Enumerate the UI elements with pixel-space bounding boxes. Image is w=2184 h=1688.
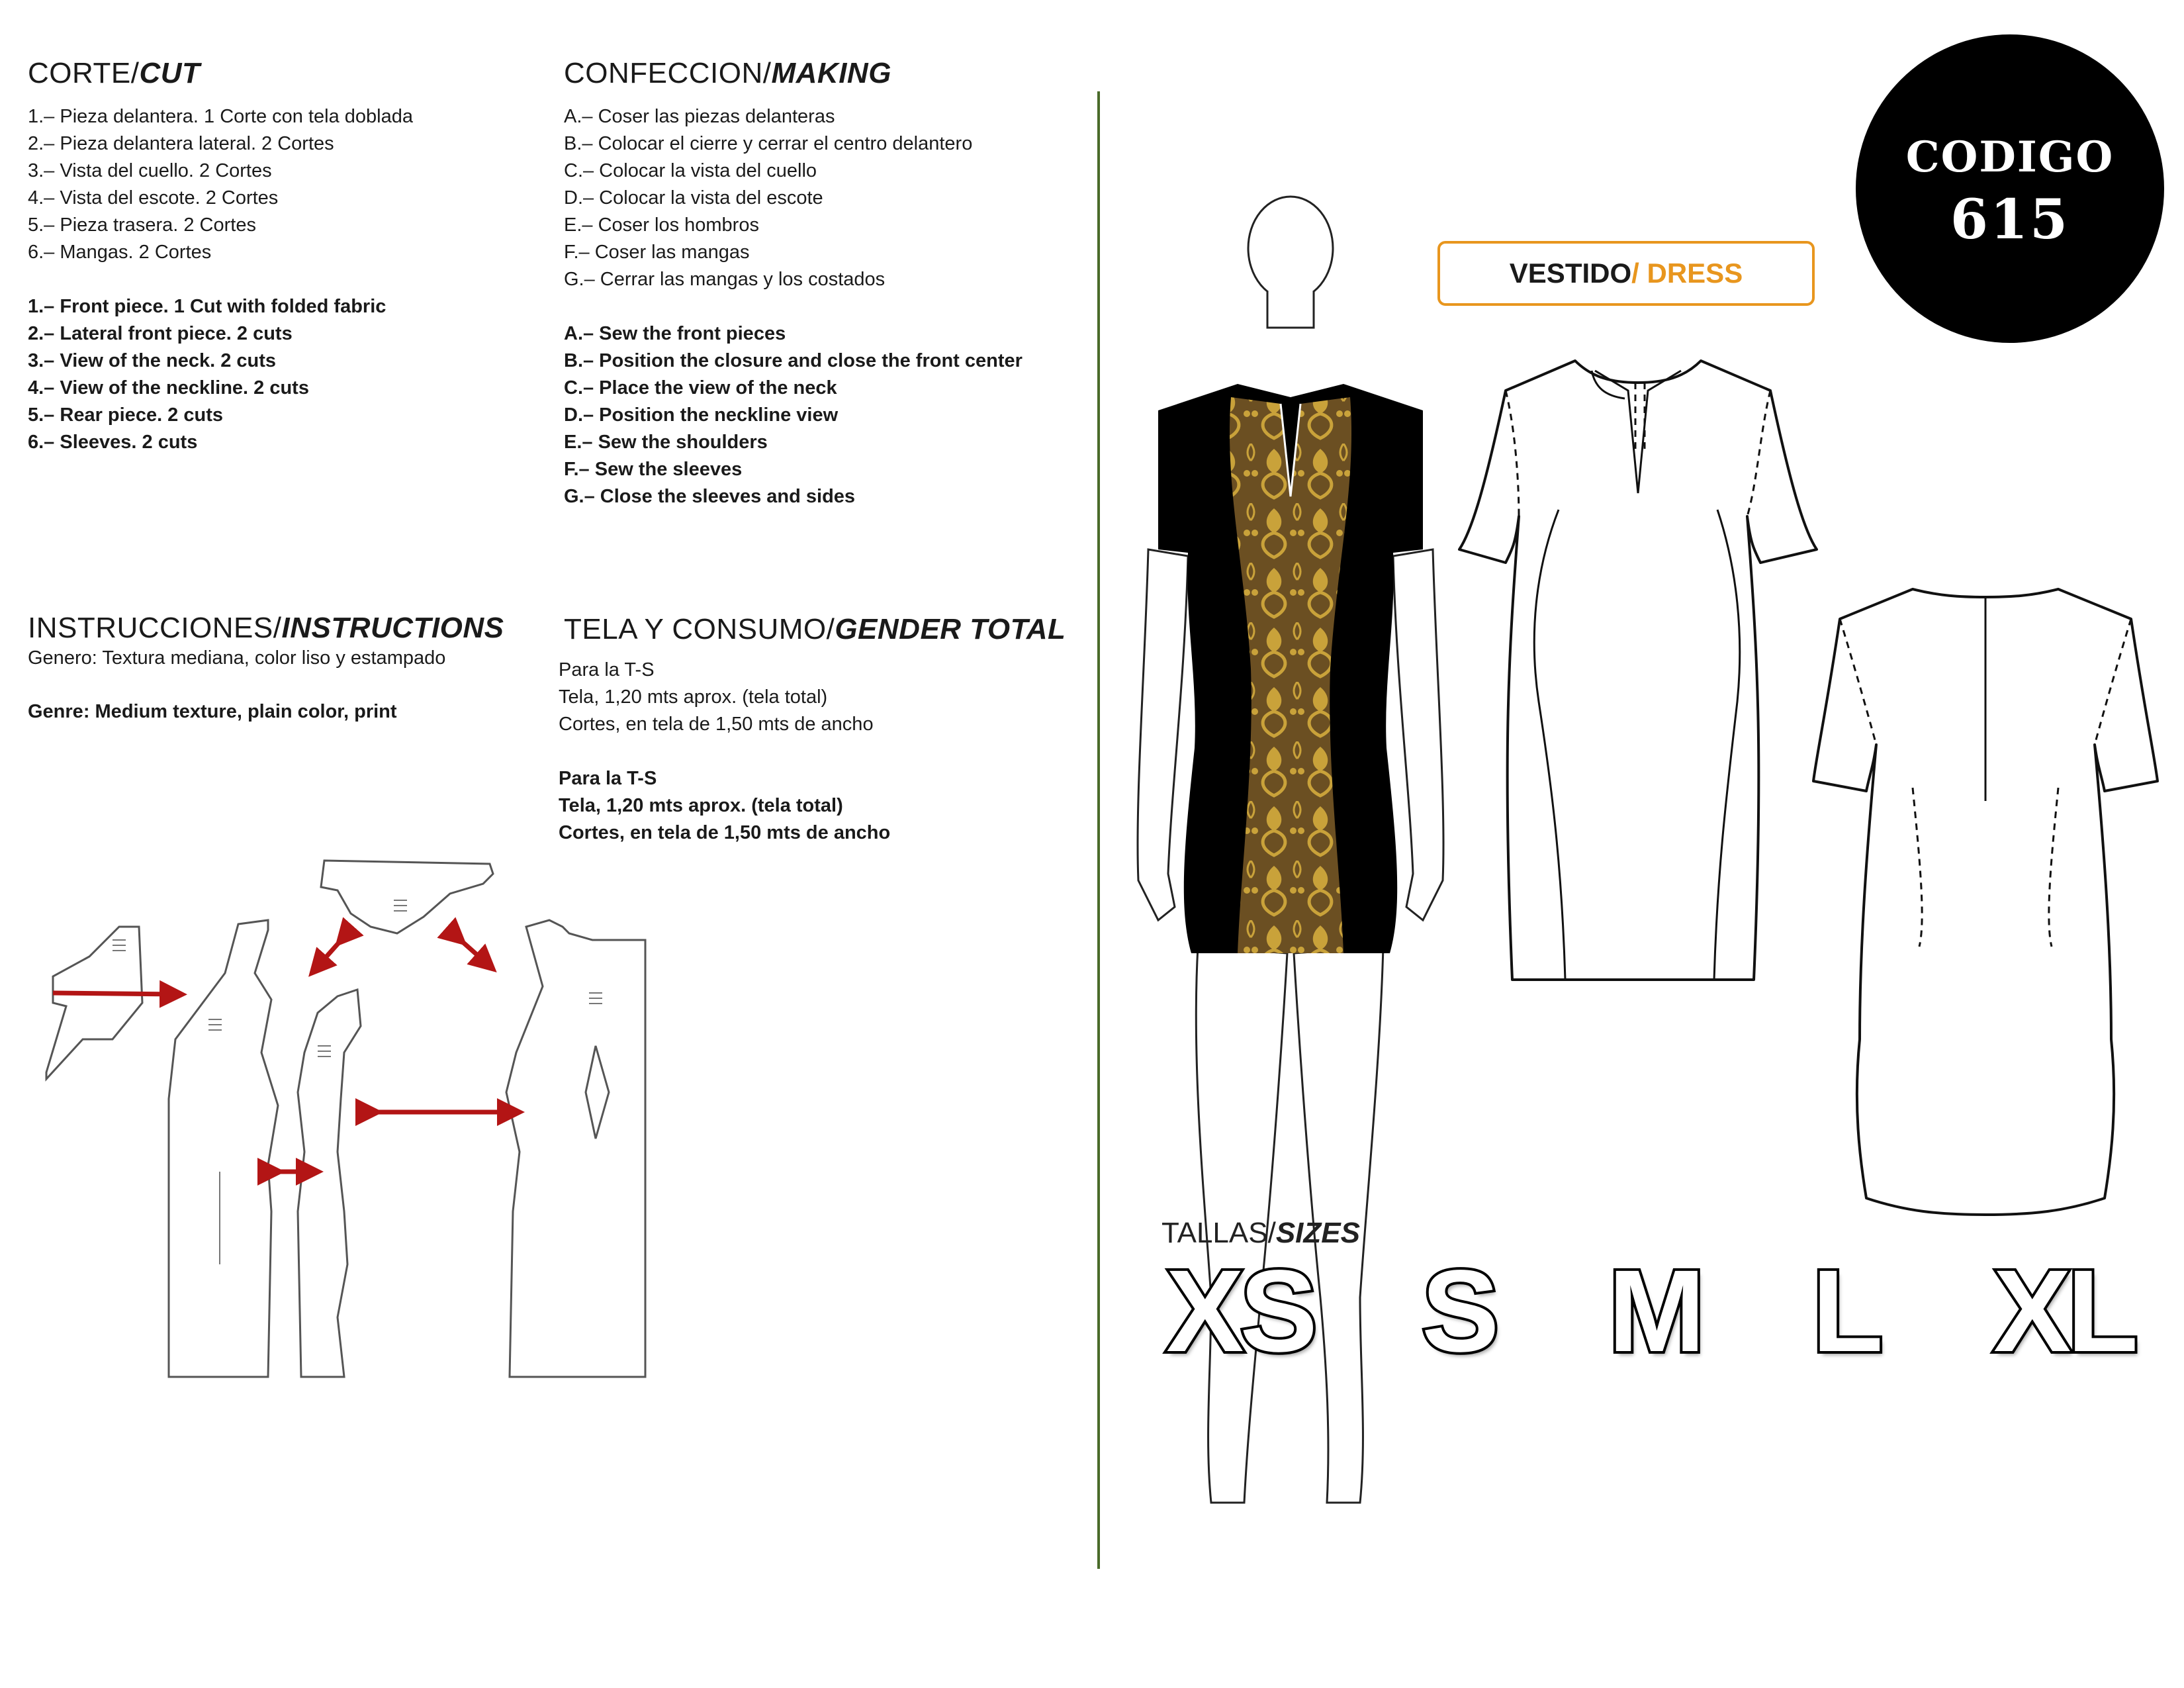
fabric-heading-es: TELA Y CONSUMO/ <box>564 613 835 645</box>
cut-item: 1.– Pieza delantera. 1 Corte con tela doblada <box>28 106 414 127</box>
cut-item-en: 6.– Sleeves. 2 cuts <box>28 432 198 453</box>
back-flat-sketch <box>1800 576 2171 1225</box>
making-item-en: C.– Place the view of the neck <box>564 377 837 399</box>
cut-item-en: 2.– Lateral front piece. 2 cuts <box>28 323 293 344</box>
fabric-heading-en: GENDER TOTAL <box>835 613 1066 645</box>
neck-facing-piece <box>321 861 493 933</box>
fabric-line: Cortes, en tela de 1,50 mts de ancho <box>559 714 874 735</box>
fabric-line-bold: Cortes, en tela de 1,50 mts de ancho <box>559 822 891 843</box>
front-lateral-piece <box>169 920 278 1377</box>
fabric-line: Para la T-S <box>559 659 655 680</box>
making-heading-en: MAKING <box>771 57 891 89</box>
making-item: G.– Cerrar las mangas y los costados <box>564 269 886 290</box>
column-divider <box>1097 91 1100 1569</box>
making-item-en: F.– Sew the sleeves <box>564 459 743 480</box>
badge-label: CODIGO <box>1905 132 2115 182</box>
making-heading <box>564 57 891 90</box>
sizes-title-en: SIZES <box>1275 1217 1360 1249</box>
sizes-title-es: TALLAS/ <box>1161 1217 1276 1249</box>
instructions-heading-es: INSTRUCCIONES/ <box>28 612 282 644</box>
cut-item-en: 1.– Front piece. 1 Cut with folded fabric <box>28 296 387 317</box>
fabric-list <box>559 657 890 847</box>
making-item: E.– Coser los hombros <box>564 214 759 236</box>
cut-heading-en: CUT <box>139 57 201 89</box>
making-item-en: E.– Sew the shoulders <box>564 432 768 453</box>
making-item-en: A.– Sew the front pieces <box>564 323 786 344</box>
fabric-heading <box>564 613 1066 646</box>
making-heading-es: CONFECCION/ <box>564 57 772 89</box>
making-item: A.– Coser las piezas delanteras <box>564 106 835 127</box>
instructions-heading-en: INSTRUCTIONS <box>281 612 504 644</box>
neckline-piece <box>298 990 361 1377</box>
cut-item-en: 3.– View of the neck. 2 cuts <box>28 350 277 371</box>
garment-label-en: DRESS <box>1647 258 1743 289</box>
cut-item: 3.– Vista del cuello. 2 Cortes <box>28 160 272 181</box>
making-item: D.– Colocar la vista del escote <box>564 187 823 209</box>
cut-item-en: 5.– Rear piece. 2 cuts <box>28 404 223 426</box>
front-flat-sketch <box>1453 351 1823 986</box>
cut-list <box>28 103 413 456</box>
making-item: C.– Colocar la vista del cuello <box>564 160 817 181</box>
back-dart <box>586 1046 609 1139</box>
cut-item: 6.– Mangas. 2 Cortes <box>28 242 212 263</box>
cut-item: 4.– Vista del escote. 2 Cortes <box>28 187 279 209</box>
cut-item: 5.– Pieza trasera. 2 Cortes <box>28 214 256 236</box>
sleeve-piece <box>46 927 142 1079</box>
cut-heading-es: CORTE/ <box>28 57 140 89</box>
size-s: S <box>1422 1246 1496 1376</box>
size-xl: XL <box>1993 1246 2134 1376</box>
making-item-en: B.– Position the closure and close the front center <box>564 350 1023 371</box>
cut-heading <box>28 57 200 90</box>
cut-item: 2.– Pieza delantera lateral. 2 Cortes <box>28 133 334 154</box>
garment-label <box>1437 241 1815 306</box>
instructions-text-en: Genre: Medium texture, plain color, print <box>28 701 397 722</box>
garment-label-sep: / <box>1631 258 1647 289</box>
fabric-line-bold: Para la T-S <box>559 768 657 789</box>
cut-item-en: 4.– View of the neckline. 2 cuts <box>28 377 309 399</box>
instructions-heading <box>28 612 504 645</box>
back-piece <box>506 920 645 1377</box>
code-badge <box>1856 34 2164 343</box>
making-list <box>564 103 1023 510</box>
making-item-en: D.– Position the neckline view <box>564 404 839 426</box>
making-item: B.– Colocar el cierre y cerrar el centro delantero <box>564 133 973 154</box>
making-item: F.– Coser las mangas <box>564 242 750 263</box>
pattern-pieces <box>26 841 728 1370</box>
fabric-line-bold: Tela, 1,20 mts aprox. (tela total) <box>559 795 843 816</box>
badge-code: 615 <box>1950 188 2070 252</box>
garment-label-es: VESTIDO <box>1509 258 1632 289</box>
making-item-en: G.– Close the sleeves and sides <box>564 486 856 507</box>
size-xs: XS <box>1166 1246 1314 1376</box>
size-m: M <box>1608 1246 1702 1376</box>
fabric-line: Tela, 1,20 mts aprox. (tela total) <box>559 686 828 708</box>
instructions-text-es: Genero: Textura mediana, color liso y estampado <box>28 647 446 669</box>
size-l: L <box>1812 1246 1880 1376</box>
